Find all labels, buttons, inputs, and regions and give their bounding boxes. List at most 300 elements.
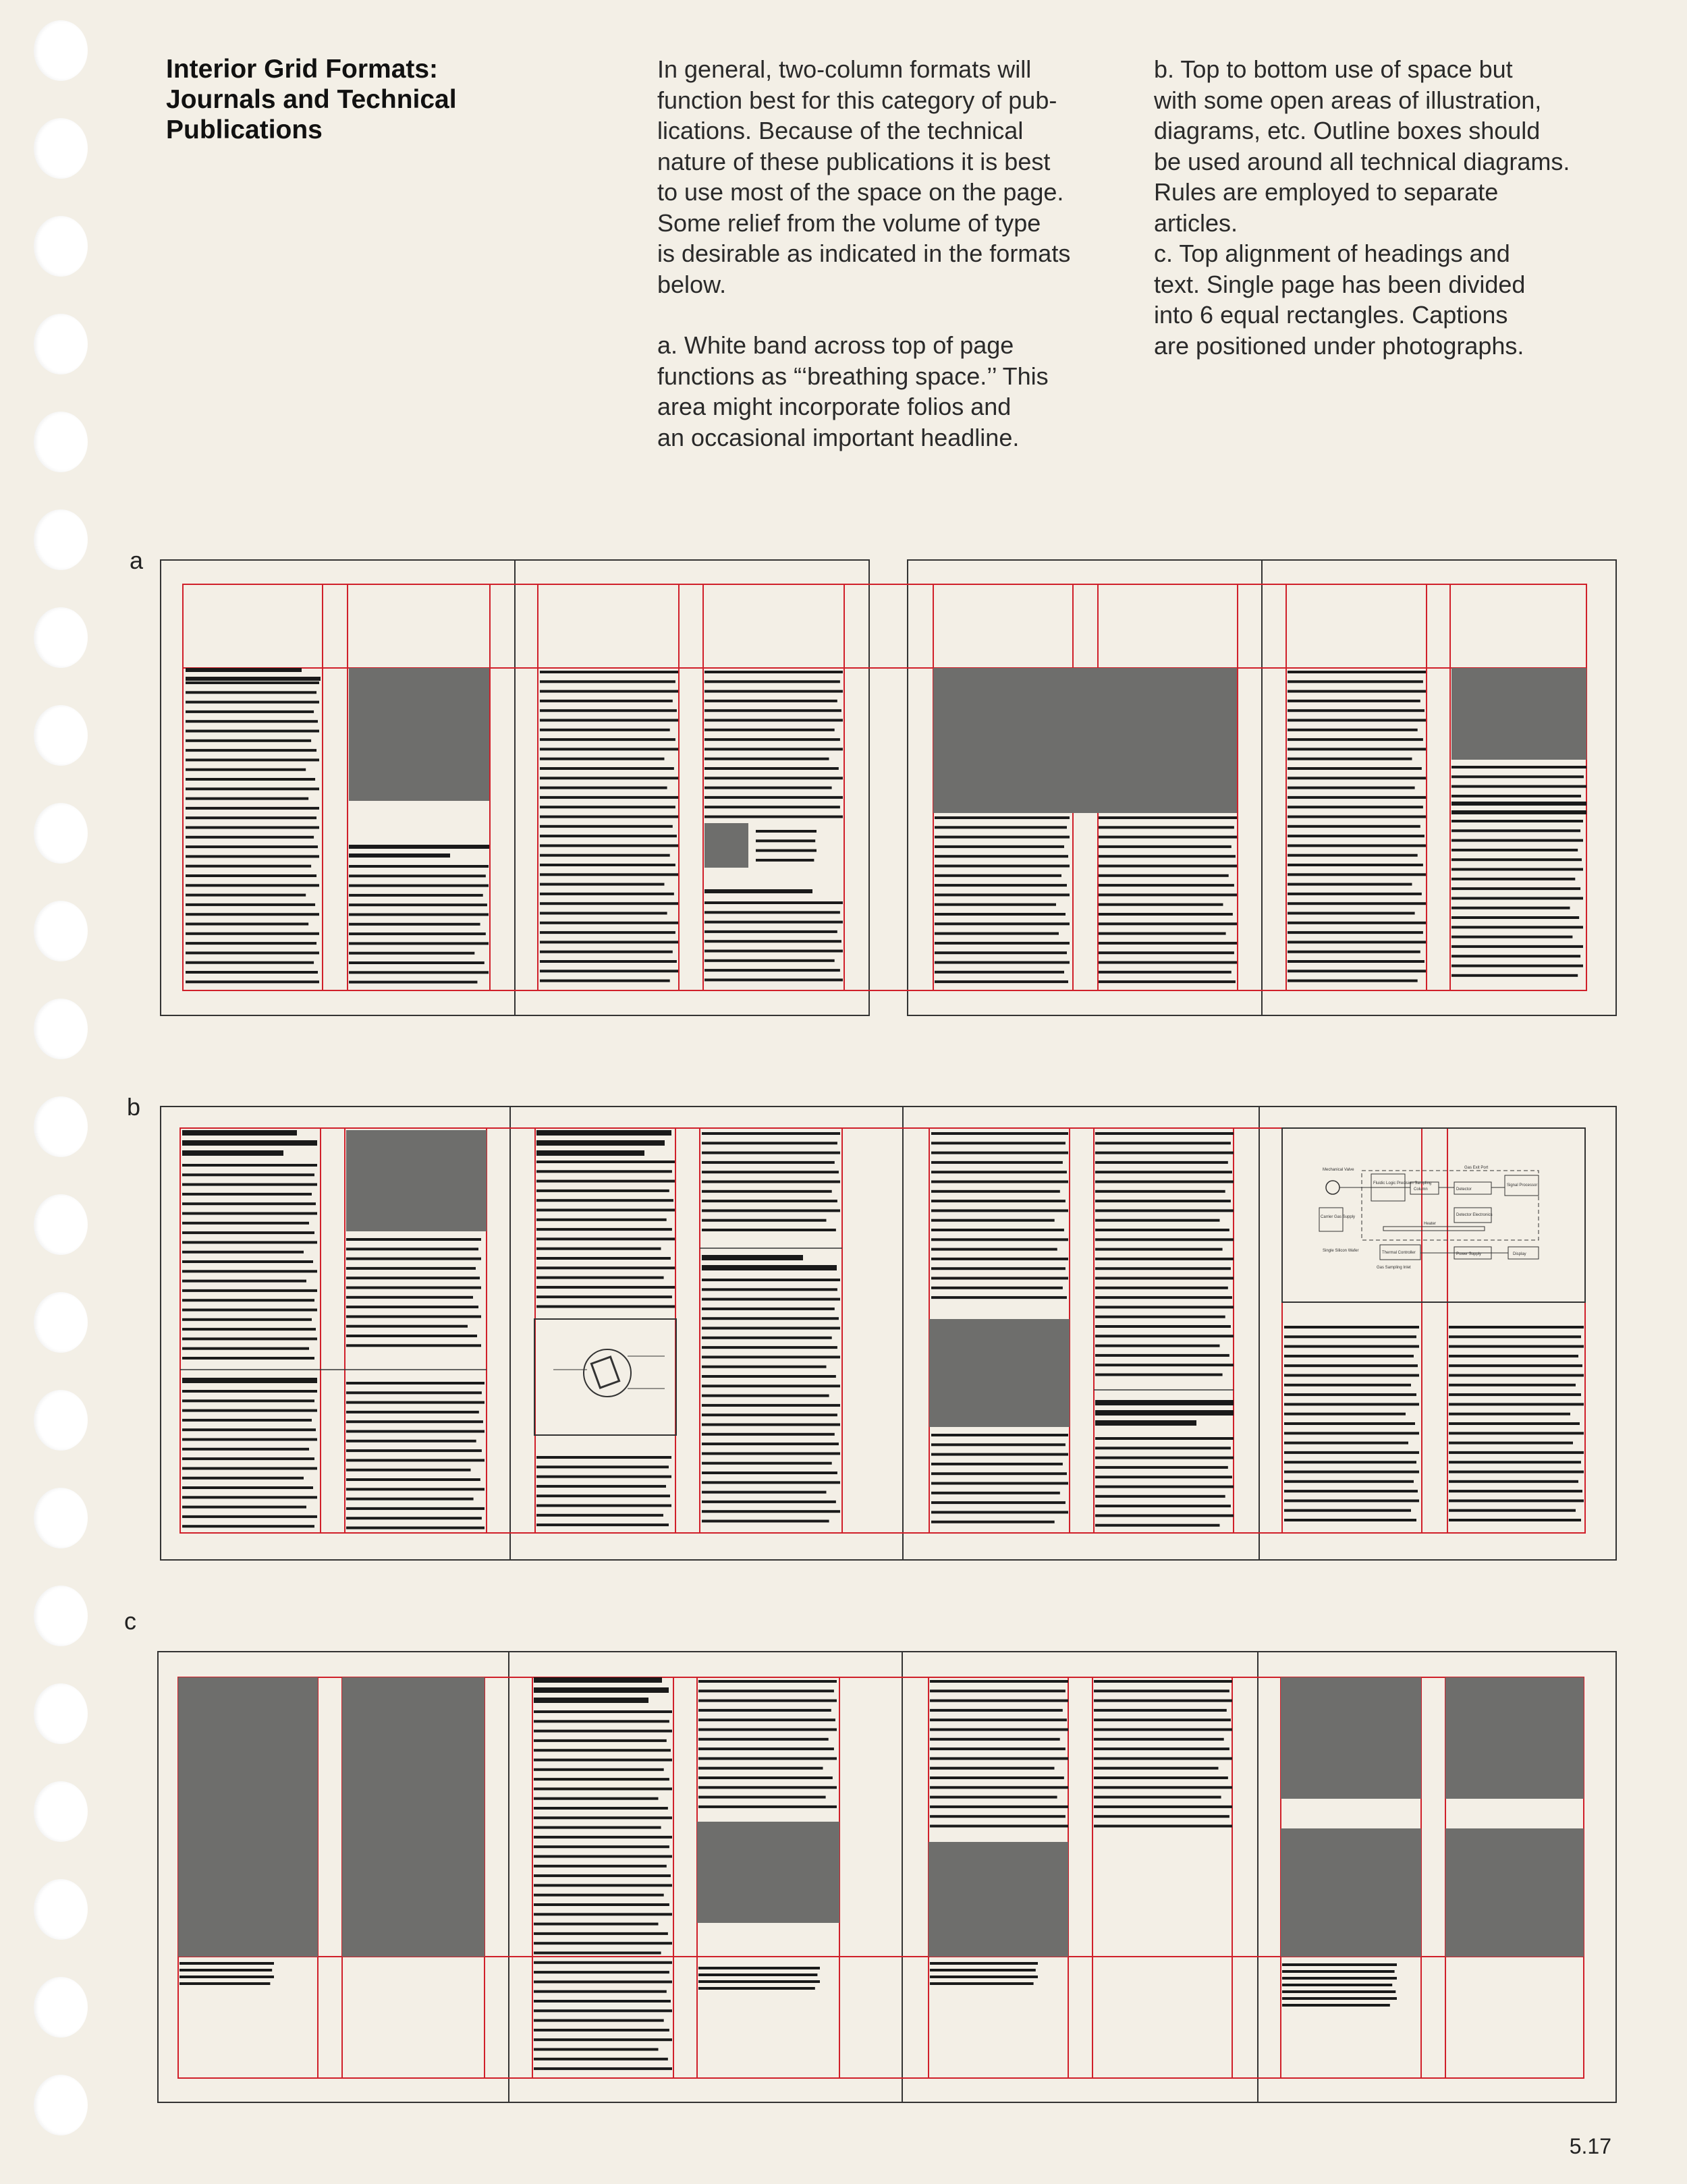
text-line bbox=[931, 1200, 1066, 1202]
text-line bbox=[698, 1796, 826, 1799]
text-line bbox=[346, 1469, 471, 1472]
text-line bbox=[1094, 1738, 1224, 1741]
text-line bbox=[182, 1260, 313, 1263]
text-line bbox=[1288, 912, 1415, 915]
text-line bbox=[1449, 1393, 1581, 1396]
text-line bbox=[1451, 936, 1572, 939]
text-line bbox=[534, 2067, 672, 2070]
text-line bbox=[1284, 1480, 1414, 1483]
text-line bbox=[534, 1787, 672, 1790]
text-line bbox=[182, 1270, 317, 1272]
photo-block bbox=[929, 1319, 1070, 1427]
text-line bbox=[534, 1894, 664, 1897]
sketch-circle bbox=[584, 1349, 631, 1397]
text-line bbox=[931, 1209, 1068, 1212]
text-line bbox=[931, 1287, 1063, 1289]
row-label-b: b bbox=[127, 1093, 141, 1121]
headline-bar bbox=[186, 668, 302, 672]
text-line bbox=[702, 1279, 840, 1281]
text-line bbox=[1288, 980, 1418, 982]
text-line bbox=[536, 1485, 666, 1488]
text-line bbox=[698, 1747, 834, 1750]
text-line bbox=[179, 1962, 274, 1965]
text-line bbox=[702, 1308, 835, 1310]
text-line bbox=[349, 932, 486, 935]
text-line bbox=[534, 1903, 669, 1906]
text-line bbox=[349, 903, 487, 906]
text-line bbox=[349, 923, 480, 926]
headline-bar bbox=[186, 677, 321, 681]
text-line bbox=[935, 884, 1067, 887]
text-line bbox=[702, 1433, 835, 1436]
diagram-label: Gas Exit Port bbox=[1464, 1166, 1489, 1170]
text-line bbox=[1095, 1374, 1223, 1376]
text-line bbox=[1449, 1413, 1570, 1416]
text-line bbox=[702, 1219, 827, 1222]
text-line bbox=[1099, 874, 1229, 877]
text-line bbox=[704, 709, 841, 712]
text-line bbox=[931, 1453, 1068, 1456]
text-line bbox=[540, 912, 667, 915]
text-line bbox=[182, 1183, 317, 1186]
text-line bbox=[1449, 1345, 1584, 1348]
photo-block bbox=[1445, 1828, 1584, 1957]
headline-bar bbox=[349, 853, 450, 858]
text-line bbox=[931, 1296, 1067, 1299]
text-line bbox=[1451, 785, 1586, 788]
text-line bbox=[1094, 1718, 1231, 1721]
note-c-line: are positioned under photographs. bbox=[1154, 331, 1524, 360]
text-line bbox=[1095, 1142, 1231, 1144]
text-line bbox=[1288, 767, 1422, 770]
diagram-label: Detector Electronics bbox=[1456, 1213, 1493, 1217]
text-line bbox=[1288, 680, 1423, 683]
text-line bbox=[1094, 1729, 1232, 1731]
text-line bbox=[1288, 825, 1420, 828]
text-line bbox=[182, 1390, 317, 1393]
figure-outline bbox=[534, 1319, 676, 1435]
text-line bbox=[931, 1258, 1068, 1260]
text-line bbox=[1284, 1471, 1419, 1474]
text-line bbox=[704, 671, 843, 673]
text-line bbox=[1449, 1403, 1584, 1405]
text-line bbox=[698, 1776, 833, 1779]
text-line bbox=[536, 1266, 675, 1269]
text-line bbox=[1099, 922, 1237, 925]
text-line bbox=[534, 2000, 671, 2003]
text-line bbox=[930, 1776, 1064, 1779]
text-line bbox=[1095, 1325, 1231, 1328]
text-line bbox=[1095, 1277, 1234, 1280]
text-line bbox=[1288, 709, 1425, 712]
text-line bbox=[540, 680, 675, 683]
photo-block bbox=[342, 1677, 485, 1957]
text-line bbox=[1284, 1451, 1419, 1454]
text-line bbox=[1449, 1374, 1584, 1377]
text-line bbox=[186, 768, 306, 771]
text-line bbox=[1451, 795, 1581, 797]
text-line bbox=[1449, 1499, 1584, 1502]
text-line bbox=[704, 700, 837, 702]
headline-bar bbox=[534, 1698, 648, 1703]
text-line bbox=[702, 1346, 837, 1349]
text-line bbox=[1284, 1335, 1416, 1338]
text-line bbox=[186, 913, 319, 916]
headline-bar bbox=[182, 1378, 317, 1383]
text-line bbox=[349, 981, 477, 984]
text-line bbox=[349, 874, 486, 877]
text-line bbox=[534, 1768, 664, 1771]
text-line bbox=[931, 1190, 1060, 1193]
text-line bbox=[1288, 960, 1425, 963]
text-line bbox=[186, 701, 319, 704]
text-line bbox=[1451, 878, 1575, 880]
text-line bbox=[186, 787, 319, 790]
text-line bbox=[182, 1212, 317, 1215]
text-line bbox=[1282, 1977, 1397, 1980]
text-line bbox=[182, 1318, 312, 1321]
text-line bbox=[702, 1491, 827, 1494]
text-line bbox=[1288, 844, 1426, 847]
text-line bbox=[1449, 1451, 1584, 1454]
text-line bbox=[540, 893, 674, 895]
text-line bbox=[182, 1299, 314, 1301]
intro-line: function best for this category of pub- bbox=[657, 86, 1057, 114]
text-line bbox=[1288, 748, 1426, 750]
text-line bbox=[346, 1382, 485, 1384]
text-line bbox=[536, 1523, 669, 1526]
text-line bbox=[540, 787, 667, 789]
text-line bbox=[182, 1477, 304, 1480]
row-label-a: a bbox=[130, 547, 144, 574]
text-line bbox=[1095, 1476, 1232, 1478]
text-line bbox=[1095, 1200, 1231, 1202]
text-line bbox=[935, 961, 1070, 964]
headline-bar bbox=[182, 1130, 297, 1136]
text-line bbox=[1095, 1267, 1231, 1270]
text-line bbox=[346, 1277, 480, 1279]
headline-bar bbox=[1095, 1420, 1196, 1426]
text-line bbox=[1284, 1509, 1411, 1512]
photo-block bbox=[349, 668, 489, 801]
text-line bbox=[931, 1492, 1060, 1494]
text-line bbox=[1095, 1514, 1234, 1517]
text-line bbox=[702, 1171, 839, 1173]
text-line bbox=[1095, 1161, 1228, 1164]
text-line bbox=[536, 1514, 663, 1517]
text-line bbox=[1288, 931, 1423, 934]
text-line bbox=[1099, 932, 1226, 935]
text-line bbox=[935, 874, 1061, 877]
text-line bbox=[935, 980, 1068, 983]
text-line bbox=[1095, 1181, 1234, 1183]
text-line bbox=[1094, 1680, 1232, 1683]
text-line bbox=[534, 1807, 668, 1810]
text-line bbox=[930, 1738, 1060, 1741]
text-line bbox=[704, 777, 843, 779]
page-number: 5.17 bbox=[1569, 2134, 1611, 2158]
text-line bbox=[179, 1982, 270, 1985]
text-line bbox=[1095, 1495, 1225, 1498]
text-line bbox=[702, 1298, 840, 1301]
text-line bbox=[540, 738, 675, 741]
text-line bbox=[182, 1457, 314, 1460]
text-line bbox=[534, 2029, 669, 2032]
text-line bbox=[931, 1229, 1064, 1231]
text-line bbox=[704, 816, 843, 818]
text-line bbox=[931, 1501, 1066, 1504]
text-line bbox=[935, 913, 1066, 916]
text-line bbox=[1095, 1306, 1234, 1308]
text-line bbox=[182, 1525, 314, 1528]
text-line bbox=[1449, 1490, 1582, 1492]
text-line bbox=[1095, 1364, 1234, 1366]
text-line bbox=[540, 883, 665, 886]
text-line bbox=[1284, 1403, 1419, 1405]
text-line bbox=[756, 859, 814, 862]
note-b-line: be used around all technical diagrams. bbox=[1154, 147, 1570, 175]
title-line-2: Journals and Technical bbox=[166, 85, 457, 114]
text-line bbox=[698, 1967, 820, 1969]
diagram-heater bbox=[1383, 1227, 1485, 1231]
text-line bbox=[179, 1969, 272, 1971]
text-line bbox=[1095, 1447, 1231, 1449]
text-line bbox=[930, 1709, 1063, 1712]
text-line bbox=[1099, 913, 1233, 916]
text-line bbox=[1094, 1786, 1232, 1789]
note-a-line: functions as “‘breathing space.’’ This bbox=[657, 362, 1049, 390]
note-c-line: c. Top alignment of headings and bbox=[1154, 240, 1510, 267]
text-line bbox=[930, 1757, 1068, 1760]
text-line bbox=[346, 1287, 481, 1289]
text-line bbox=[182, 1241, 317, 1243]
photo-block bbox=[933, 668, 1237, 813]
text-line bbox=[1451, 945, 1583, 948]
text-line bbox=[540, 844, 678, 847]
text-line bbox=[1099, 816, 1237, 819]
diagram-label: Mechanical Valve bbox=[1323, 1168, 1354, 1172]
text-line bbox=[534, 2048, 659, 2051]
text-line bbox=[1284, 1374, 1419, 1377]
photo-block bbox=[178, 1677, 318, 1957]
text-line bbox=[346, 1440, 476, 1443]
text-line bbox=[1284, 1413, 1406, 1416]
text-line bbox=[1095, 1457, 1234, 1459]
text-line bbox=[1282, 1970, 1395, 1973]
text-line bbox=[1099, 951, 1234, 954]
diagram-label: Gas Sampling Inlet bbox=[1377, 1266, 1411, 1270]
text-line bbox=[534, 1855, 672, 1858]
text-line bbox=[534, 1778, 669, 1781]
text-line bbox=[935, 893, 1070, 896]
text-line bbox=[702, 1375, 836, 1378]
text-line bbox=[536, 1456, 671, 1459]
text-line bbox=[1094, 1709, 1227, 1712]
text-line bbox=[186, 758, 319, 761]
sketch-part bbox=[591, 1357, 619, 1388]
text-line bbox=[182, 1419, 312, 1422]
intro-line: below. bbox=[657, 270, 727, 298]
text-line bbox=[182, 1164, 317, 1167]
text-line bbox=[704, 950, 843, 953]
text-line bbox=[702, 1472, 837, 1474]
text-line bbox=[930, 1805, 1068, 1808]
text-line bbox=[1094, 1815, 1229, 1818]
text-line bbox=[935, 932, 1059, 935]
text-line bbox=[346, 1449, 482, 1452]
text-line bbox=[756, 849, 817, 852]
text-line bbox=[540, 970, 678, 972]
text-line bbox=[1284, 1326, 1419, 1328]
text-line bbox=[1451, 829, 1580, 832]
text-line bbox=[1288, 719, 1426, 722]
text-line bbox=[698, 1757, 837, 1760]
text-line bbox=[935, 903, 1056, 906]
text-line bbox=[186, 865, 311, 868]
text-line bbox=[930, 1962, 1038, 1965]
text-line bbox=[536, 1465, 669, 1468]
text-line bbox=[1095, 1437, 1234, 1440]
text-line bbox=[931, 1521, 1055, 1523]
text-line bbox=[540, 690, 678, 693]
text-line bbox=[1095, 1287, 1228, 1289]
headline-bar bbox=[1095, 1410, 1234, 1416]
text-line bbox=[704, 729, 835, 731]
text-line bbox=[756, 839, 815, 842]
text-line bbox=[1095, 1219, 1220, 1222]
text-line bbox=[534, 1845, 669, 1848]
text-line bbox=[1094, 1825, 1232, 1828]
text-line bbox=[702, 1200, 837, 1202]
text-line bbox=[935, 922, 1070, 925]
text-line bbox=[346, 1488, 485, 1490]
text-line bbox=[179, 1976, 274, 1978]
text-line bbox=[930, 1729, 1068, 1731]
text-line bbox=[534, 2038, 672, 2041]
text-line bbox=[931, 1219, 1055, 1222]
text-line bbox=[349, 961, 485, 964]
photo-block bbox=[1451, 668, 1586, 760]
text-line bbox=[534, 1932, 668, 1935]
text-line bbox=[182, 1222, 309, 1225]
text-line bbox=[704, 978, 843, 981]
headline-bar bbox=[182, 1150, 283, 1156]
headline-bar bbox=[349, 845, 489, 849]
text-line bbox=[182, 1409, 317, 1412]
text-line bbox=[540, 951, 673, 953]
text-line bbox=[1449, 1442, 1573, 1445]
photo-block bbox=[704, 823, 748, 868]
text-line bbox=[534, 2058, 668, 2061]
text-line bbox=[534, 1730, 672, 1733]
text-line bbox=[1095, 1229, 1229, 1231]
text-line bbox=[931, 1248, 1057, 1251]
text-line bbox=[1099, 971, 1232, 974]
text-line bbox=[704, 787, 832, 789]
text-line bbox=[540, 719, 678, 722]
text-line bbox=[931, 1511, 1068, 1513]
text-line bbox=[931, 1472, 1067, 1475]
text-line bbox=[346, 1391, 482, 1394]
text-line bbox=[930, 1680, 1068, 1683]
text-line bbox=[1288, 864, 1423, 866]
text-line bbox=[1099, 865, 1237, 868]
note-b-line: b. Top to bottom use of space but bbox=[1154, 55, 1513, 83]
text-line bbox=[704, 940, 841, 943]
text-line bbox=[540, 854, 670, 857]
text-line bbox=[182, 1506, 306, 1509]
text-line bbox=[540, 931, 675, 934]
text-line bbox=[702, 1142, 837, 1144]
headline-bar bbox=[1095, 1400, 1234, 1405]
text-line bbox=[1288, 806, 1423, 808]
intro-line: Some relief from the volume of type bbox=[657, 208, 1041, 237]
text-line bbox=[186, 923, 308, 926]
photo-block bbox=[697, 1822, 839, 1923]
text-line bbox=[346, 1401, 485, 1404]
headline-bar bbox=[1451, 810, 1586, 814]
text-line bbox=[1282, 1984, 1392, 1986]
photo-block bbox=[1281, 1677, 1421, 1799]
text-line bbox=[1095, 1316, 1225, 1318]
text-line bbox=[346, 1325, 468, 1328]
text-line bbox=[1451, 820, 1583, 822]
text-line bbox=[1284, 1499, 1419, 1502]
text-line bbox=[346, 1296, 473, 1299]
text-line bbox=[540, 767, 674, 770]
text-line bbox=[186, 961, 314, 964]
text-line bbox=[702, 1413, 837, 1416]
text-line bbox=[704, 690, 843, 693]
text-line bbox=[1288, 787, 1415, 789]
text-line bbox=[182, 1289, 317, 1292]
text-line bbox=[1095, 1486, 1234, 1488]
text-line bbox=[1095, 1345, 1220, 1347]
text-line bbox=[186, 681, 319, 684]
text-line bbox=[346, 1248, 478, 1250]
text-line bbox=[930, 1815, 1066, 1818]
text-line bbox=[540, 700, 673, 702]
text-line bbox=[186, 691, 316, 694]
note-c-line: into 6 equal rectangles. Captions bbox=[1154, 301, 1508, 329]
text-line bbox=[536, 1248, 661, 1250]
text-line bbox=[1099, 903, 1223, 906]
text-line bbox=[930, 1747, 1066, 1750]
text-line bbox=[1094, 1776, 1228, 1779]
text-line bbox=[702, 1452, 840, 1455]
text-line bbox=[702, 1424, 840, 1426]
text-line bbox=[698, 1700, 837, 1702]
text-line bbox=[1282, 2004, 1390, 2007]
text-line bbox=[931, 1463, 1063, 1465]
text-line bbox=[534, 1759, 672, 1762]
text-line bbox=[186, 749, 316, 752]
text-line bbox=[186, 827, 319, 829]
text-line bbox=[931, 1132, 1068, 1135]
text-line bbox=[346, 1517, 482, 1519]
text-line bbox=[534, 2009, 672, 2012]
text-line bbox=[186, 942, 316, 945]
text-line bbox=[349, 952, 474, 955]
text-line bbox=[534, 1942, 672, 1944]
text-line bbox=[1094, 1767, 1219, 1770]
text-line bbox=[704, 680, 840, 683]
text-line bbox=[186, 845, 318, 848]
intro-line: is desirable as indicated in the formats bbox=[657, 240, 1071, 267]
text-line bbox=[186, 971, 318, 974]
text-line bbox=[1449, 1422, 1580, 1425]
text-line bbox=[186, 836, 314, 839]
